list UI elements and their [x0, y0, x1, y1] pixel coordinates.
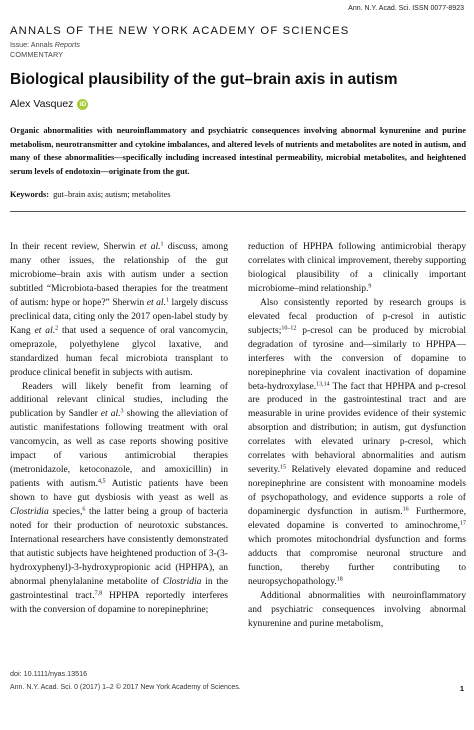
citation-ref[interactable]: 3: [120, 408, 124, 415]
body-paragraph: [248, 589, 466, 631]
issn-line: Ann. N.Y. Acad. Sci. ISSN 0077-8923: [348, 5, 464, 12]
citation-ref[interactable]: 15: [280, 464, 286, 471]
keywords-label: Keywords:: [10, 190, 50, 199]
citation-ref[interactable]: 7,8: [94, 590, 103, 597]
page-number: 1: [459, 684, 464, 693]
text-run: largely discuss preclinical data, citing only the 2017 open-label study by Kang: [10, 296, 228, 336]
body-paragraph: [10, 240, 228, 380]
citation-ref[interactable]: 17: [460, 520, 466, 527]
text-run: Also consistently reported by research groups is elevated fecal production of p-cresol in autistic subjects;: [248, 296, 466, 336]
journal-title: ANNALS OF THE NEW YORK ACADEMY OF SCIENCES: [10, 25, 350, 37]
text-run: showing the alleviation of autistic manifestations following treatment with oral vancomycin, as well as case reports showing positive impact of various antimicrobial therapies (metronidazole, ketoconazole, and amoxicillin) in patients with autism.: [10, 408, 228, 490]
section-divider: [10, 211, 466, 212]
italic-text: et al.: [139, 241, 161, 252]
citation-ref[interactable]: 10–12: [281, 325, 297, 332]
footer-citation: Ann. N.Y. Acad. Sci. 0 (2017) 1–2 © 2017 New York Academy of Sciences.: [10, 684, 241, 691]
text-run: that used a sequence of oral vancomycin, omeprazole, polyethylene glycol laxative, and standardized human fecal microbiota transplant to produce clinical benefit in subjects with autism.: [10, 324, 228, 378]
body-paragraph: [248, 296, 466, 589]
citation-ref[interactable]: 16: [402, 506, 409, 513]
text-run: Additional abnormalities with neuroinflammatory and psychiatric consequences involving abnormal kynurenine and purine metabolism,: [248, 589, 466, 629]
abstract: Organic abnormalities with neuroinflammatory and psychiatric consequences involving abnormal kynurenine and purine metabolism, neurotransmitter and cytokine imbalances, and altered levels of nutrients and metabolites are noted in autism, and many of these abnormalities—specifically including increased intestinal permeability, microbial metabolites, and heightened serum levels of endotoxin—originate from the gut.: [10, 126, 466, 176]
text-run: discuss, among many other issues, the relationship of the gut microbiome–brain axis with autism under a section subtitled “Microbiota-based therapies for the treatment of autism: hype or hope?” Sherwin: [10, 241, 228, 308]
text-run: which promotes mitochondrial dysfunction and forms adducts that compromise neuronal structure and function, thereby further contributing to neuropsychopathology.: [248, 534, 466, 587]
text-run: the latter being a group of bacteria noted for their production of neurotoxic substances. International researchers have consistently demonstrated that autistic subjects have heightened production of 3-(3-hydroxyphenyl)-3-hydroxypropionic acid (HPHPA), an abnormal phenylalanine metabolite of: [10, 506, 228, 587]
citation-ref[interactable]: 13,14: [316, 381, 330, 388]
text-run: Autistic patients have been shown to have gut dysbiosis with yeast as well as: [10, 478, 228, 504]
citation-ref[interactable]: 1: [160, 241, 164, 248]
author-line: [10, 98, 88, 110]
italic-text: et al.: [146, 296, 166, 308]
orcid-icon[interactable]: iD: [77, 99, 88, 110]
text-run: In their recent review, Sherwin: [10, 241, 140, 252]
text-run: Furthermore, elevated dopamine is converted to aminochrome,: [248, 506, 466, 532]
text-run: HPHPA reportedly interferes with the conversion of dopamine to norepinephrine;: [10, 589, 228, 615]
citation-ref[interactable]: 2: [55, 325, 59, 332]
issue-italic: Reports: [54, 40, 80, 49]
keywords-line: [10, 190, 171, 199]
body-column-left: [10, 240, 228, 617]
doi-link[interactable]: doi: 10.1111/nyas.13516: [10, 669, 88, 678]
text-run: reduction of HPHPA following antimicrobial therapy correlates with clinical improvement, thereby supporting biological plausibility of a clinically important microbiome–mind relationship.: [248, 241, 466, 294]
text-run: in the gastrointestinal tract.: [10, 575, 228, 601]
keywords-list: gut–brain axis; autism; metabolites: [53, 190, 171, 199]
text-run: p-cresol can be produced by microbial degradation of tyrosine and—similarly to HPHPA—interferes with the conversion of dopamine to norepinephrine via covalent inactivation of dopamine beta-hydroxylase.: [248, 324, 466, 392]
citation-ref[interactable]: 4,5: [98, 478, 106, 485]
text-run: Relatively elevated dopamine and reduced norepinephrine are consistent with monoamine models of psychopathology, and evidence supports a role of dopaminergic dysfunction in autism.: [248, 464, 466, 518]
italic-text: et al.: [100, 408, 121, 420]
citation-ref[interactable]: 6: [82, 506, 86, 513]
body-paragraph: [10, 380, 228, 617]
italic-text: et al.: [34, 324, 56, 336]
body-paragraph: [248, 240, 466, 296]
issue-label: [10, 40, 80, 49]
italic-text: Clostridia: [10, 506, 49, 518]
author-name: Alex Vasquez: [10, 98, 74, 110]
issue-prefix: Issue: Annals: [10, 40, 53, 49]
article-type: COMMENTARY: [10, 50, 64, 59]
citation-ref[interactable]: 1: [165, 297, 169, 304]
citation-ref[interactable]: 9: [368, 283, 372, 290]
italic-text: Clostridia: [162, 575, 202, 587]
article-title: Biological plausibility of the gut–brain axis in autism: [10, 71, 398, 88]
text-run: species,: [48, 506, 83, 518]
body-column-right: [248, 240, 466, 631]
text-run: The fact that HPHPA and p-cresol are produced in the gastrointestinal tract and are measurable in urine provides evidence of their systemic absorption and distribution; in autism, gut dysfunction correlates with elevated urinary p-cresol, which correlates with behavioral abnormalities and autism severity.: [248, 380, 466, 476]
text-run: Readers will likely benefit from learning of additional relevant clinical studies, including the publication by Sandler: [10, 380, 228, 420]
citation-ref[interactable]: 18: [336, 576, 343, 583]
